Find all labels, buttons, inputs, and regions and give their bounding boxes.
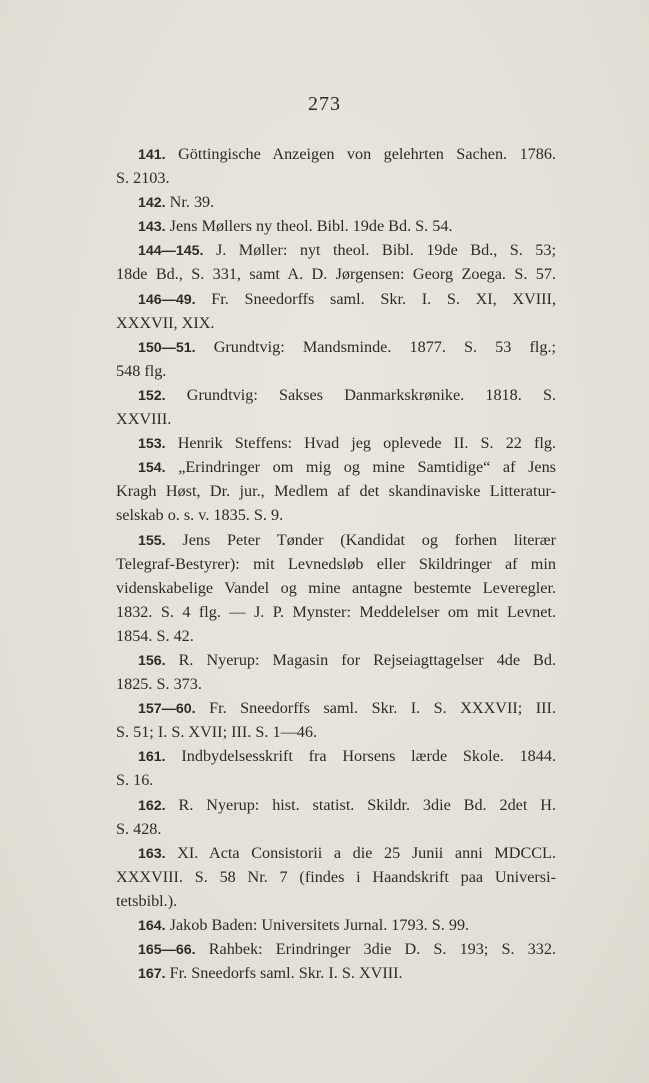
note-number: 142. — [138, 195, 166, 212]
note-number: 156. — [138, 652, 166, 669]
note-text: Göttingische Anzeigen von gelehrten Sachen. 1786. — [165, 145, 556, 163]
note-continuation-line — [116, 311, 556, 335]
note-text: XXXVIII. S. 58 Nr. 7 (findes i Haandskrift paa Universi- — [116, 867, 556, 886]
note-continuation-line — [116, 720, 556, 744]
note-text: 18de Bd., S. 331, samt A. D. Jørgensen: Georg Zoega. S. 57. — [116, 265, 556, 284]
note-text: S. 51; I. S. XVII; III. S. 1—46. — [116, 723, 317, 742]
note-continuation-line — [116, 503, 556, 527]
note-number: 167. — [138, 966, 166, 983]
note-continuation-line — [116, 552, 556, 576]
page-number: 273 — [308, 93, 341, 115]
note-entry-line — [116, 214, 556, 238]
note-text: videnskabelige Vandel og mine antagne bestemte Leveregler. — [116, 578, 556, 597]
note-continuation-line — [116, 576, 556, 600]
note-number: 150—51. — [138, 339, 196, 356]
note-text: Jens Møllers ny theol. Bibl. 19de Bd. S. 54. — [165, 217, 453, 236]
note-continuation-line — [116, 262, 556, 286]
note-continuation-line — [116, 600, 556, 624]
note-text: J. Møller: nyt theol. Bibl. 19de Bd., S. 53; — [203, 241, 556, 260]
note-text: selskab o. s. v. 1835. S. 9. — [116, 506, 284, 525]
note-number: 153. — [138, 436, 166, 453]
note-text: 1854. S. 42. — [116, 626, 194, 645]
note-continuation-line — [116, 817, 556, 841]
note-continuation-line — [116, 479, 556, 503]
note-entry-line — [116, 335, 556, 359]
note-number: 163. — [138, 845, 166, 862]
note-text: Rahbek: Erindringer 3die D. S. 193; S. 332. — [195, 940, 556, 959]
note-text: R. Nyerup: Magasin for Rejseiagttagelser 4de Bd. — [165, 650, 556, 669]
note-entry-line — [116, 744, 556, 768]
note-number: 144—145. — [138, 243, 204, 260]
note-text: R. Nyerup: hist. statist. Skildr. 3die Bd. 2det H. — [165, 795, 556, 814]
note-continuation-line — [116, 407, 556, 431]
note-number: 143. — [138, 219, 166, 236]
note-text: „Erindringer om mig og mine Samtidige“ af Jens — [165, 458, 556, 477]
note-text: Grundtvig: Mandsminde. 1877. S. 53 flg.; — [195, 337, 556, 356]
note-number: 154. — [138, 460, 166, 477]
note-entry-line — [116, 142, 556, 166]
note-text: tetsbibl.). — [116, 891, 178, 910]
note-entry-line — [116, 528, 556, 552]
note-text: 548 flg. — [116, 361, 167, 380]
note-number: 164. — [138, 918, 166, 934]
note-text: Jakob Baden: Universitets Jurnal. 1793. S. 99. — [165, 916, 470, 934]
note-text: Indbydelsesskrift fra Horsens lærde Skole. 1844. — [165, 747, 556, 766]
note-text: XXXVII, XIX. — [116, 313, 215, 332]
note-entry-line — [116, 961, 556, 985]
note-text: S. 16. — [116, 771, 154, 790]
note-continuation-line — [116, 865, 556, 889]
note-entry-line — [116, 190, 556, 214]
note-number: 152. — [138, 387, 166, 404]
note-entry-line — [116, 937, 556, 961]
note-entry-line — [116, 913, 556, 937]
note-text: Jens Peter Tønder (Kandidat og forhen literær — [165, 530, 556, 549]
notes-text-block — [116, 142, 556, 985]
note-text: Fr. Sneedorfs saml. Skr. I. S. XVIII. — [165, 964, 403, 983]
note-number: 162. — [138, 797, 166, 814]
note-number: 146—49. — [138, 291, 196, 308]
note-entry-line — [116, 383, 556, 407]
note-continuation-line — [116, 889, 556, 913]
note-number: 161. — [138, 749, 166, 766]
note-continuation-line — [116, 166, 556, 190]
note-text: S. 428. — [116, 819, 162, 838]
note-entry-line — [116, 431, 556, 455]
note-continuation-line — [116, 768, 556, 792]
note-number: 157—60. — [138, 701, 196, 718]
note-continuation-line — [116, 359, 556, 383]
note-entry-line — [116, 793, 556, 817]
note-number: 155. — [138, 532, 166, 549]
note-text: 1825. S. 373. — [116, 675, 202, 694]
note-text: XI. Acta Consistorii a die 25 Junii anni MDCCL. — [165, 843, 556, 862]
note-entry-line — [116, 455, 556, 479]
note-text: Telegraf-Bestyrer): mit Levnedsløb eller Skildringer af min — [116, 554, 556, 573]
note-entry-line — [116, 696, 556, 720]
note-entry-line — [116, 238, 556, 262]
note-continuation-line — [116, 672, 556, 696]
note-number: 141. — [138, 147, 166, 163]
note-text: Fr. Sneedorffs saml. Skr. I. S. XI, XVIII, — [195, 289, 556, 308]
note-continuation-line — [116, 624, 556, 648]
note-text: XXVIII. — [116, 410, 172, 429]
note-text: S. 2103. — [116, 169, 170, 188]
note-number: 165—66. — [138, 942, 196, 959]
note-text: 1832. S. 4 flg. — J. P. Mynster: Meddelelser om mit Levnet. — [116, 602, 556, 621]
note-entry-line — [116, 841, 556, 865]
note-text: Nr. 39. — [165, 193, 215, 212]
note-text: Henrik Steffens: Hvad jeg oplevede II. S. 22 flg. — [165, 434, 556, 453]
note-text: Fr. Sneedorffs saml. Skr. I. S. XXXVII; III. — [195, 699, 556, 718]
note-entry-line — [116, 287, 556, 311]
note-text: Kragh Høst, Dr. jur., Medlem af det skandinaviske Litteratur- — [116, 482, 556, 501]
note-entry-line — [116, 648, 556, 672]
note-text: Grundtvig: Sakses Danmarkskrønike. 1818. S. — [165, 385, 556, 404]
